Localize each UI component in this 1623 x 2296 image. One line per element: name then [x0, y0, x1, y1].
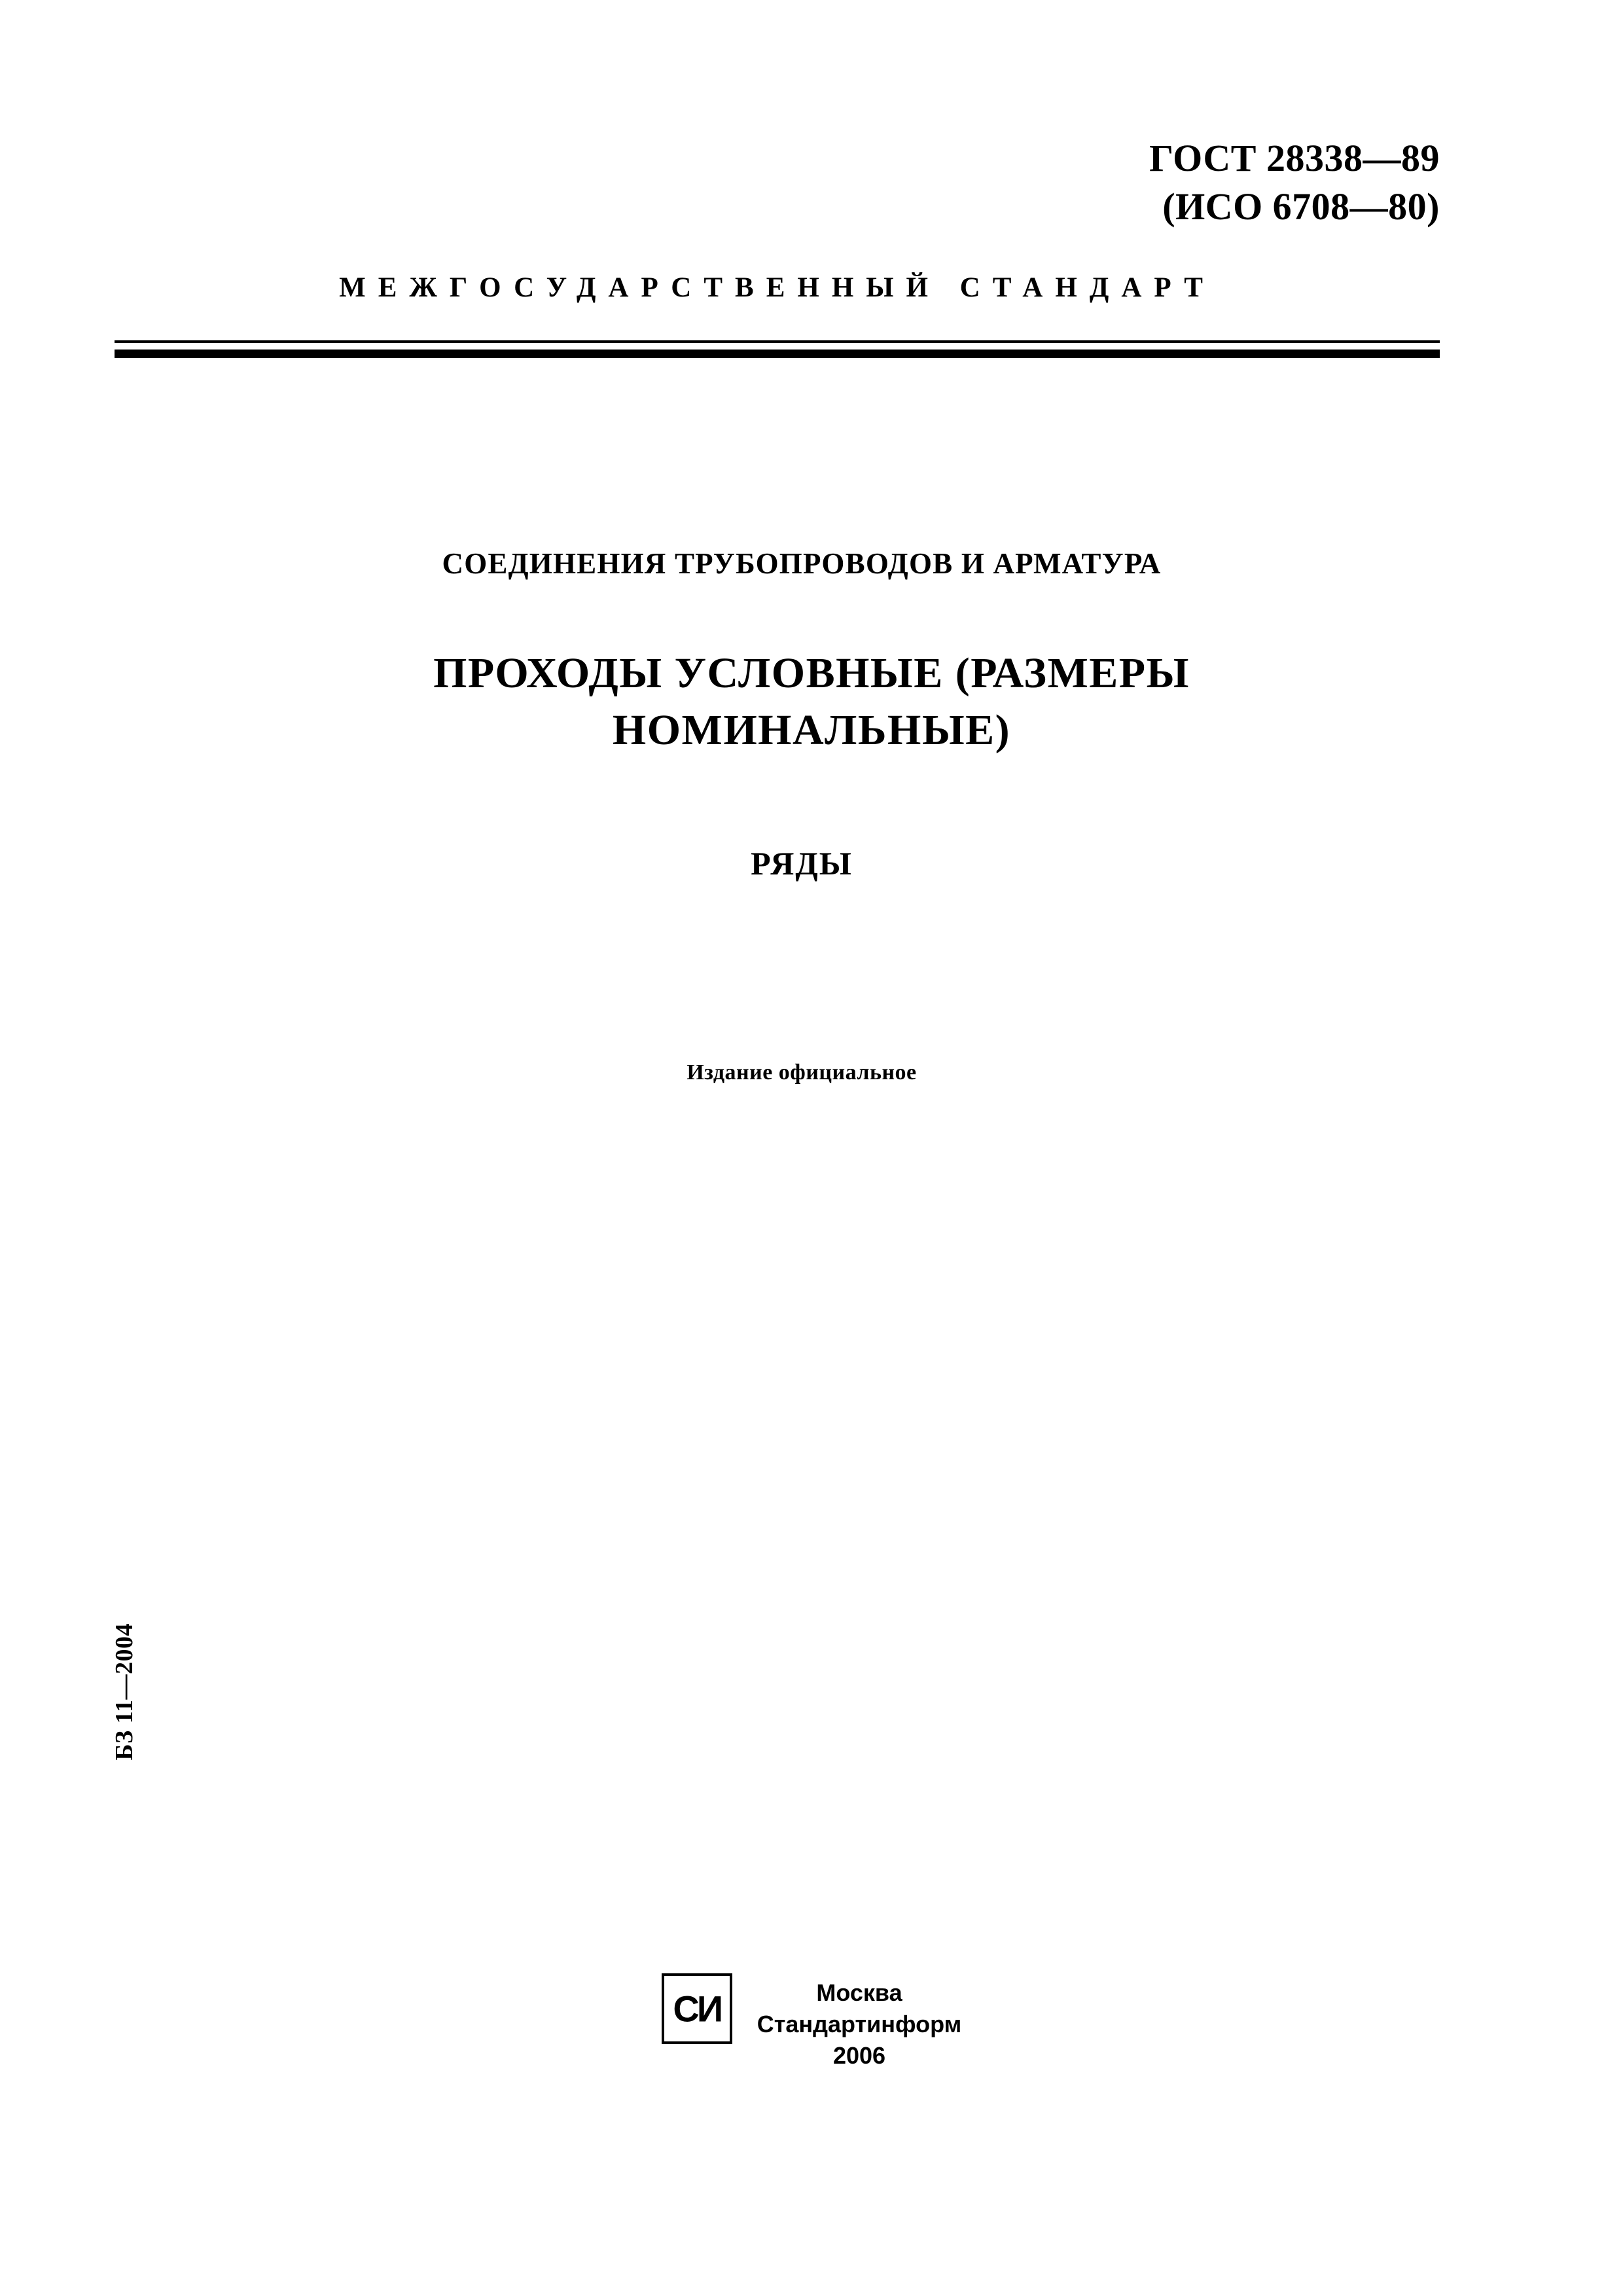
- sub-title: РЯДЫ: [751, 845, 853, 882]
- publisher-city: Москва: [816, 1979, 902, 2006]
- side-margin-code: БЗ 11—2004: [111, 1623, 138, 1761]
- header-rule-thick: [115, 350, 1440, 358]
- publisher-year: 2006: [832, 2041, 886, 2069]
- standard-code: [1149, 134, 1440, 231]
- standard-code-line1: ГОСТ 28338—89: [1149, 137, 1440, 179]
- main-title-line2: НОМИНАЛЬНЫЕ): [612, 706, 1011, 755]
- official-edition-note: Издание официальное: [687, 1060, 917, 1085]
- header-rule-thin: [115, 340, 1440, 343]
- subject-title: СОЕДИНЕНИЯ ТРУБОПРОВОДОВ И АРМАТУРА: [442, 547, 1162, 580]
- standartinform-logo-icon: [662, 1973, 732, 2044]
- publisher-block: [0, 1973, 1623, 2072]
- main-title-line1: ПРОХОДЫ УСЛОВНЫЕ (РАЗМЕРЫ: [433, 649, 1190, 697]
- main-title: [196, 645, 1427, 759]
- logo-glyph: СИ: [673, 1988, 721, 2030]
- publisher-name: Стандартинформ: [757, 2010, 962, 2037]
- publisher-info: [757, 1973, 961, 2072]
- standard-code-line2: (ИСО 6708—80): [1162, 185, 1440, 228]
- interstate-standard-label: МЕЖГОСУДАРСТВЕННЫЙ СТАНДАРТ: [339, 272, 1215, 303]
